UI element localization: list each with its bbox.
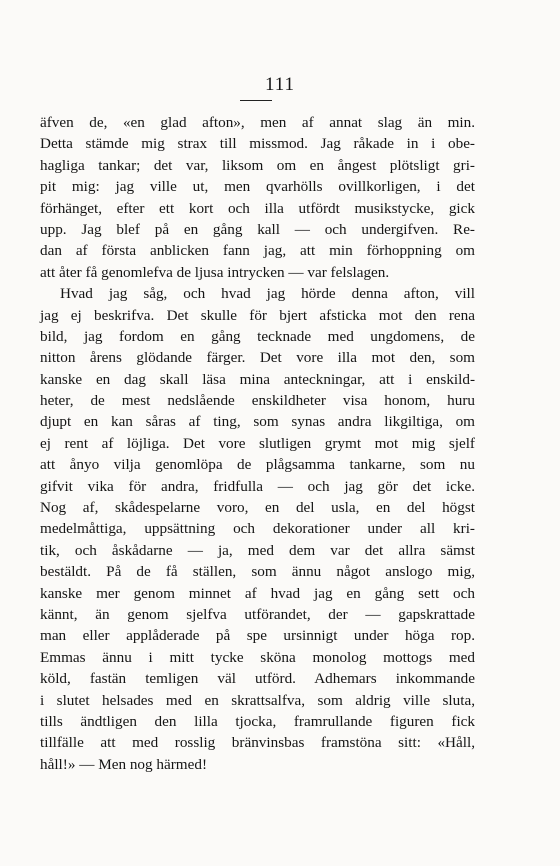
text-line: kännt, än genom sjelfva utförandet, der — gapskrattade	[40, 605, 475, 623]
text-line: upp. Jag blef på en gång kall — och undergifven. Re-	[40, 220, 475, 238]
text-line: äfven de, «en glad afton», men af annat slag än min.	[40, 114, 475, 131]
text-line: köld, fastän temligen väl utförd. Adhemars inkommande	[40, 670, 475, 688]
page-number-underline	[240, 100, 272, 101]
text-line: tills ändtligen den lilla tjocka, framrullande figuren fick	[40, 712, 475, 730]
body-text	[40, 112, 475, 775]
text-line: att ånyo vilja genomlöpa de plågsamma tankarne, som nu	[40, 456, 475, 474]
text-line: Detta stämde mig strax till missmod. Jag råkade in i obe-	[40, 135, 475, 153]
text-line: Hvad jag såg, och hvad jag hörde denna afton, vill	[60, 285, 475, 303]
text-line: i slutet helsades med en skrattsalfva, som aldrig ville sluta,	[40, 691, 475, 709]
text-line: tik, och åskådarne — ja, med dem var det allra sämst	[40, 541, 475, 559]
text-line: håll!» — Men nog härmed!	[40, 755, 208, 773]
text-line: pit mig: jag ville ut, men qvarhölls ovillkorligen, i det	[40, 178, 475, 196]
text-line: heter, de mest nedslående enskildheter visa honom, huru	[40, 392, 475, 410]
text-line: kanske en dag skall läsa mina anteckningar, att i enskild-	[40, 370, 475, 388]
text-line: Emmas ännu i mitt tycke sköna monolog mottogs med	[40, 648, 475, 666]
page-number: 111	[264, 74, 296, 95]
text-line: förhänget, efter ett kort och illa utfördt musikstycke, gick	[40, 199, 475, 217]
text-line: jag ej beskrifva. Det skulle för bjert afsticka mot den rena	[40, 306, 475, 324]
text-line: tillfälle att med rosslig bränvinsbas framstöna sitt: «Håll,	[40, 734, 475, 752]
text-line: Nog af, skådespelarne voro, en del usla, en del högst	[40, 499, 475, 517]
text-line: hagliga tankar; det var, liksom om en ångest plötsligt gri-	[40, 156, 475, 174]
text-line: kanske mer genom minnet af hvad jag en gång sett och	[40, 584, 475, 602]
text-line: medelmåttiga, uppsättning och dekorationer under all kri-	[40, 520, 475, 538]
text-line: ej rent af löjliga. Det vore slutligen grymt mot mig sjelf	[40, 434, 475, 452]
text-line: gifvit vika för andra, fridfulla — och jag gör det icke.	[40, 477, 475, 495]
text-line: dan af första anblicken fann jag, att min förhoppning om	[40, 242, 475, 260]
text-line: nitton årens glödande färger. Det vore illa mot den, som	[40, 349, 475, 367]
text-line: djupt en kan såras af ting, som synas andra likgiltiga, om	[40, 413, 475, 431]
text-line: att åter få genomlefva de ljusa intrycken — var felslagen.	[40, 263, 390, 281]
text-line: man eller applåderade på spe ursinnigt under höga rop.	[40, 627, 475, 645]
text-line: bild, jag fordom en gång tecknade med ungdomens, de	[40, 327, 475, 345]
text-line: bestäldt. På de få ställen, som ännu något anslogo mig,	[40, 563, 475, 581]
